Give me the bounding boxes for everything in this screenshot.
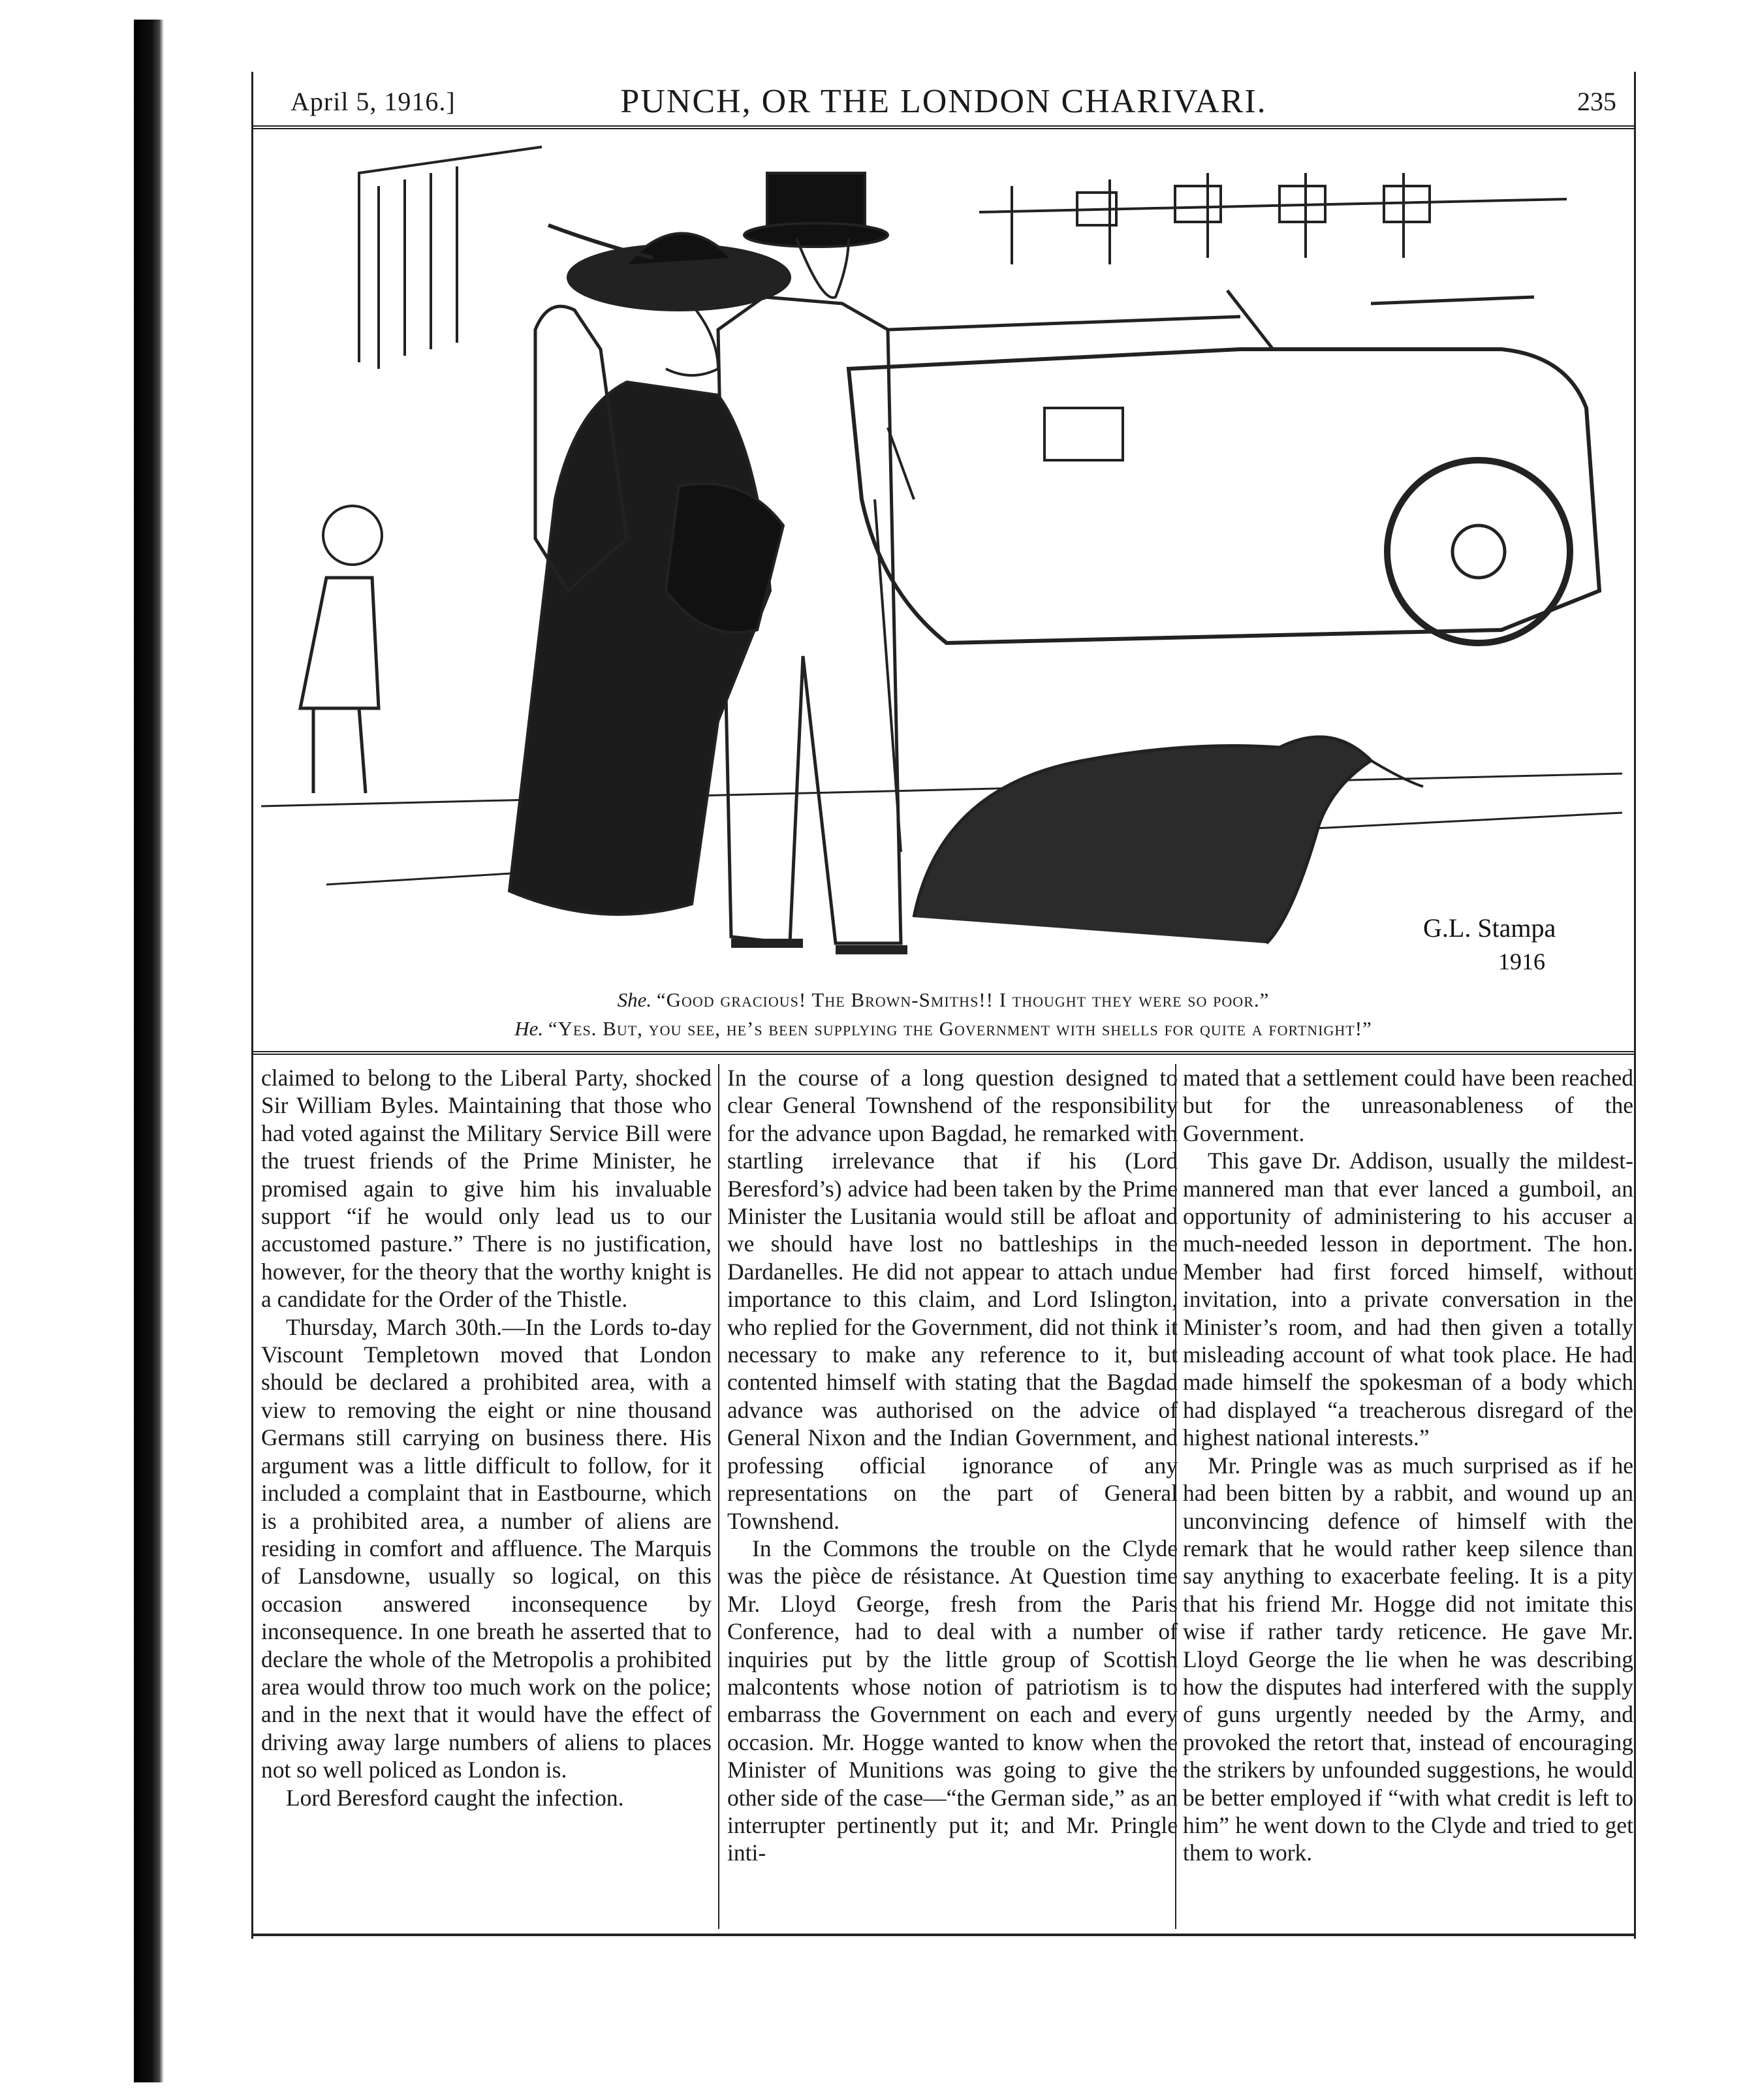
column-1-paragraph: claimed to belong to the Liberal Party, shocked Sir William Byles. Maintaining that those who had voted against the Military Service Bill were the truest friends of the Prime Minister, he promised again to give him his invaluable support “if he would only lead us to our accustomed pasture.” There is no justification, however, for the theory that the worthy knight is a candidate for the Order of the Thistle. [261, 1065, 712, 1313]
cartoon-illustration [261, 134, 1622, 979]
publication-title: PUNCH, OR THE LONDON CHARIVARI. [620, 83, 1267, 120]
article-column-1 [261, 1064, 712, 1929]
column-3-paragraph: mated that a settlement could have been reached but for the unreasonableness of the Government. [1183, 1065, 1633, 1146]
column-divider [718, 1064, 719, 1929]
article-column-3 [1183, 1064, 1633, 1929]
caption-divider [251, 1051, 1636, 1055]
issue-date: April 5, 1916.] [290, 87, 456, 116]
scanned-binding-edge [134, 20, 164, 2082]
caption-line-2 [248, 1014, 1639, 1043]
page-header [251, 73, 1636, 129]
cartoon-drawing [261, 134, 1622, 979]
article-column-2 [727, 1064, 1178, 1929]
caption-text-she: “Good gracious! The Brown-Smiths!! I thought they were so poor.” [656, 988, 1270, 1011]
column-1-paragraph: Thursday, March 30th.—In the Lords to-day Viscount Templetown moved that London should be declared a prohibited area, with a view to removing the eight or nine thousand Germans still carrying on business there. His argument was a little difficult to follow, for it included a complaint that in Eastbourne, which is a prohibited area, a number of aliens are residing in comfort and affluence. The Marquis of Lansdowne, usually so logical, on this occasion answered inconsequence by inconsequence. In one breath he asserted that to declare the whole of the Metropolis a prohibited area would throw too much work on the police; and in the next that it would have the effect of driving away large numbers of aliens to places not so well policed as London is. [261, 1313, 712, 1783]
column-3-paragraph: This gave Dr. Addison, usually the mildest-mannered man that ever lanced a gumboil, an opportunity of administering to his accuser a much-needed lesson in deportment. The hon. Member had first forced himself, without invitation, into a private conversation in the Minister’s room, and had then given a totally misleading account of what took place. He had made himself the spokesman of a body which had displayed “a treacherous disregard of the highest national interests.” [1183, 1148, 1633, 1451]
column-divider [1175, 1064, 1176, 1929]
artist-year: 1916 [1498, 948, 1545, 975]
column-2-paragraph: In the course of a long question designed to clear General Townshend of the responsibility for the advance upon Bagdad, he remarked with startling irrelevance that if his (Lord Beresford’s) advice had been taken by the Prime Minister the Lusitania would still be afloat and we should have lost no battleships in the Dardanelles. He did not appear to attach undue importance to this claim, and Lord Islington, who replied for the Government, did not think it necessary to make any reference to it, but contented himself with stating that the Bagdad advance was authorised on the advice of General Nixon and the Indian Government, and professing official ignorance of any representations on the part of General Townshend. [727, 1065, 1178, 1534]
caption-line-1 [248, 986, 1639, 1014]
cartoon-caption [248, 986, 1639, 1043]
caption-speaker-he: He. [514, 1017, 544, 1040]
column-2-paragraph: In the Commons the trouble on the Clyde was the pièce de résistance. At Question time Mr. Lloyd George, fresh from the Paris Conference, had to deal with a number of inquiries put by the little group of Scottish malcontents whose notion of patriotism is to embarrass the Government on each and every occasion. Mr. Hogge wanted to know when the Minister of Munitions was going to give the other side of the case—“the German side,” as an interrupter pertinently put it; and Mr. Pringle inti- [727, 1535, 1178, 1866]
column-1-paragraph: Lord Beresford caught the infection. [286, 1784, 624, 1811]
page-bottom-rule [251, 1934, 1636, 1936]
column-3-paragraph: Mr. Pringle was as much surprised as if he had been bitten by a rabbit, and wound up an unconvincing defence of himself with the remark that he would rather keep silence than say anything to exacerbate feeling. It is a pity that his friend Mr. Hogge did not imitate this wise if rather tardy reticence. He gave Mr. Lloyd George the lie when he was describing how the disputes had interfered with the supply of guns urgently needed by the Army, and provoked the retort that, instead of encouraging the strikers by unfounded suggestions, he would be better employed if “with what credit is left to him” he went down to the Clyde and tried to get them to work. [1183, 1452, 1633, 1866]
caption-text-he: “Yes. But, you see, he’s been supplying the Government with shells for quite a fortnight!” [548, 1017, 1372, 1040]
caption-speaker-she: She. [617, 988, 652, 1011]
page-number: 235 [1577, 87, 1616, 116]
artist-signature: G.L. Stampa [1423, 913, 1556, 943]
